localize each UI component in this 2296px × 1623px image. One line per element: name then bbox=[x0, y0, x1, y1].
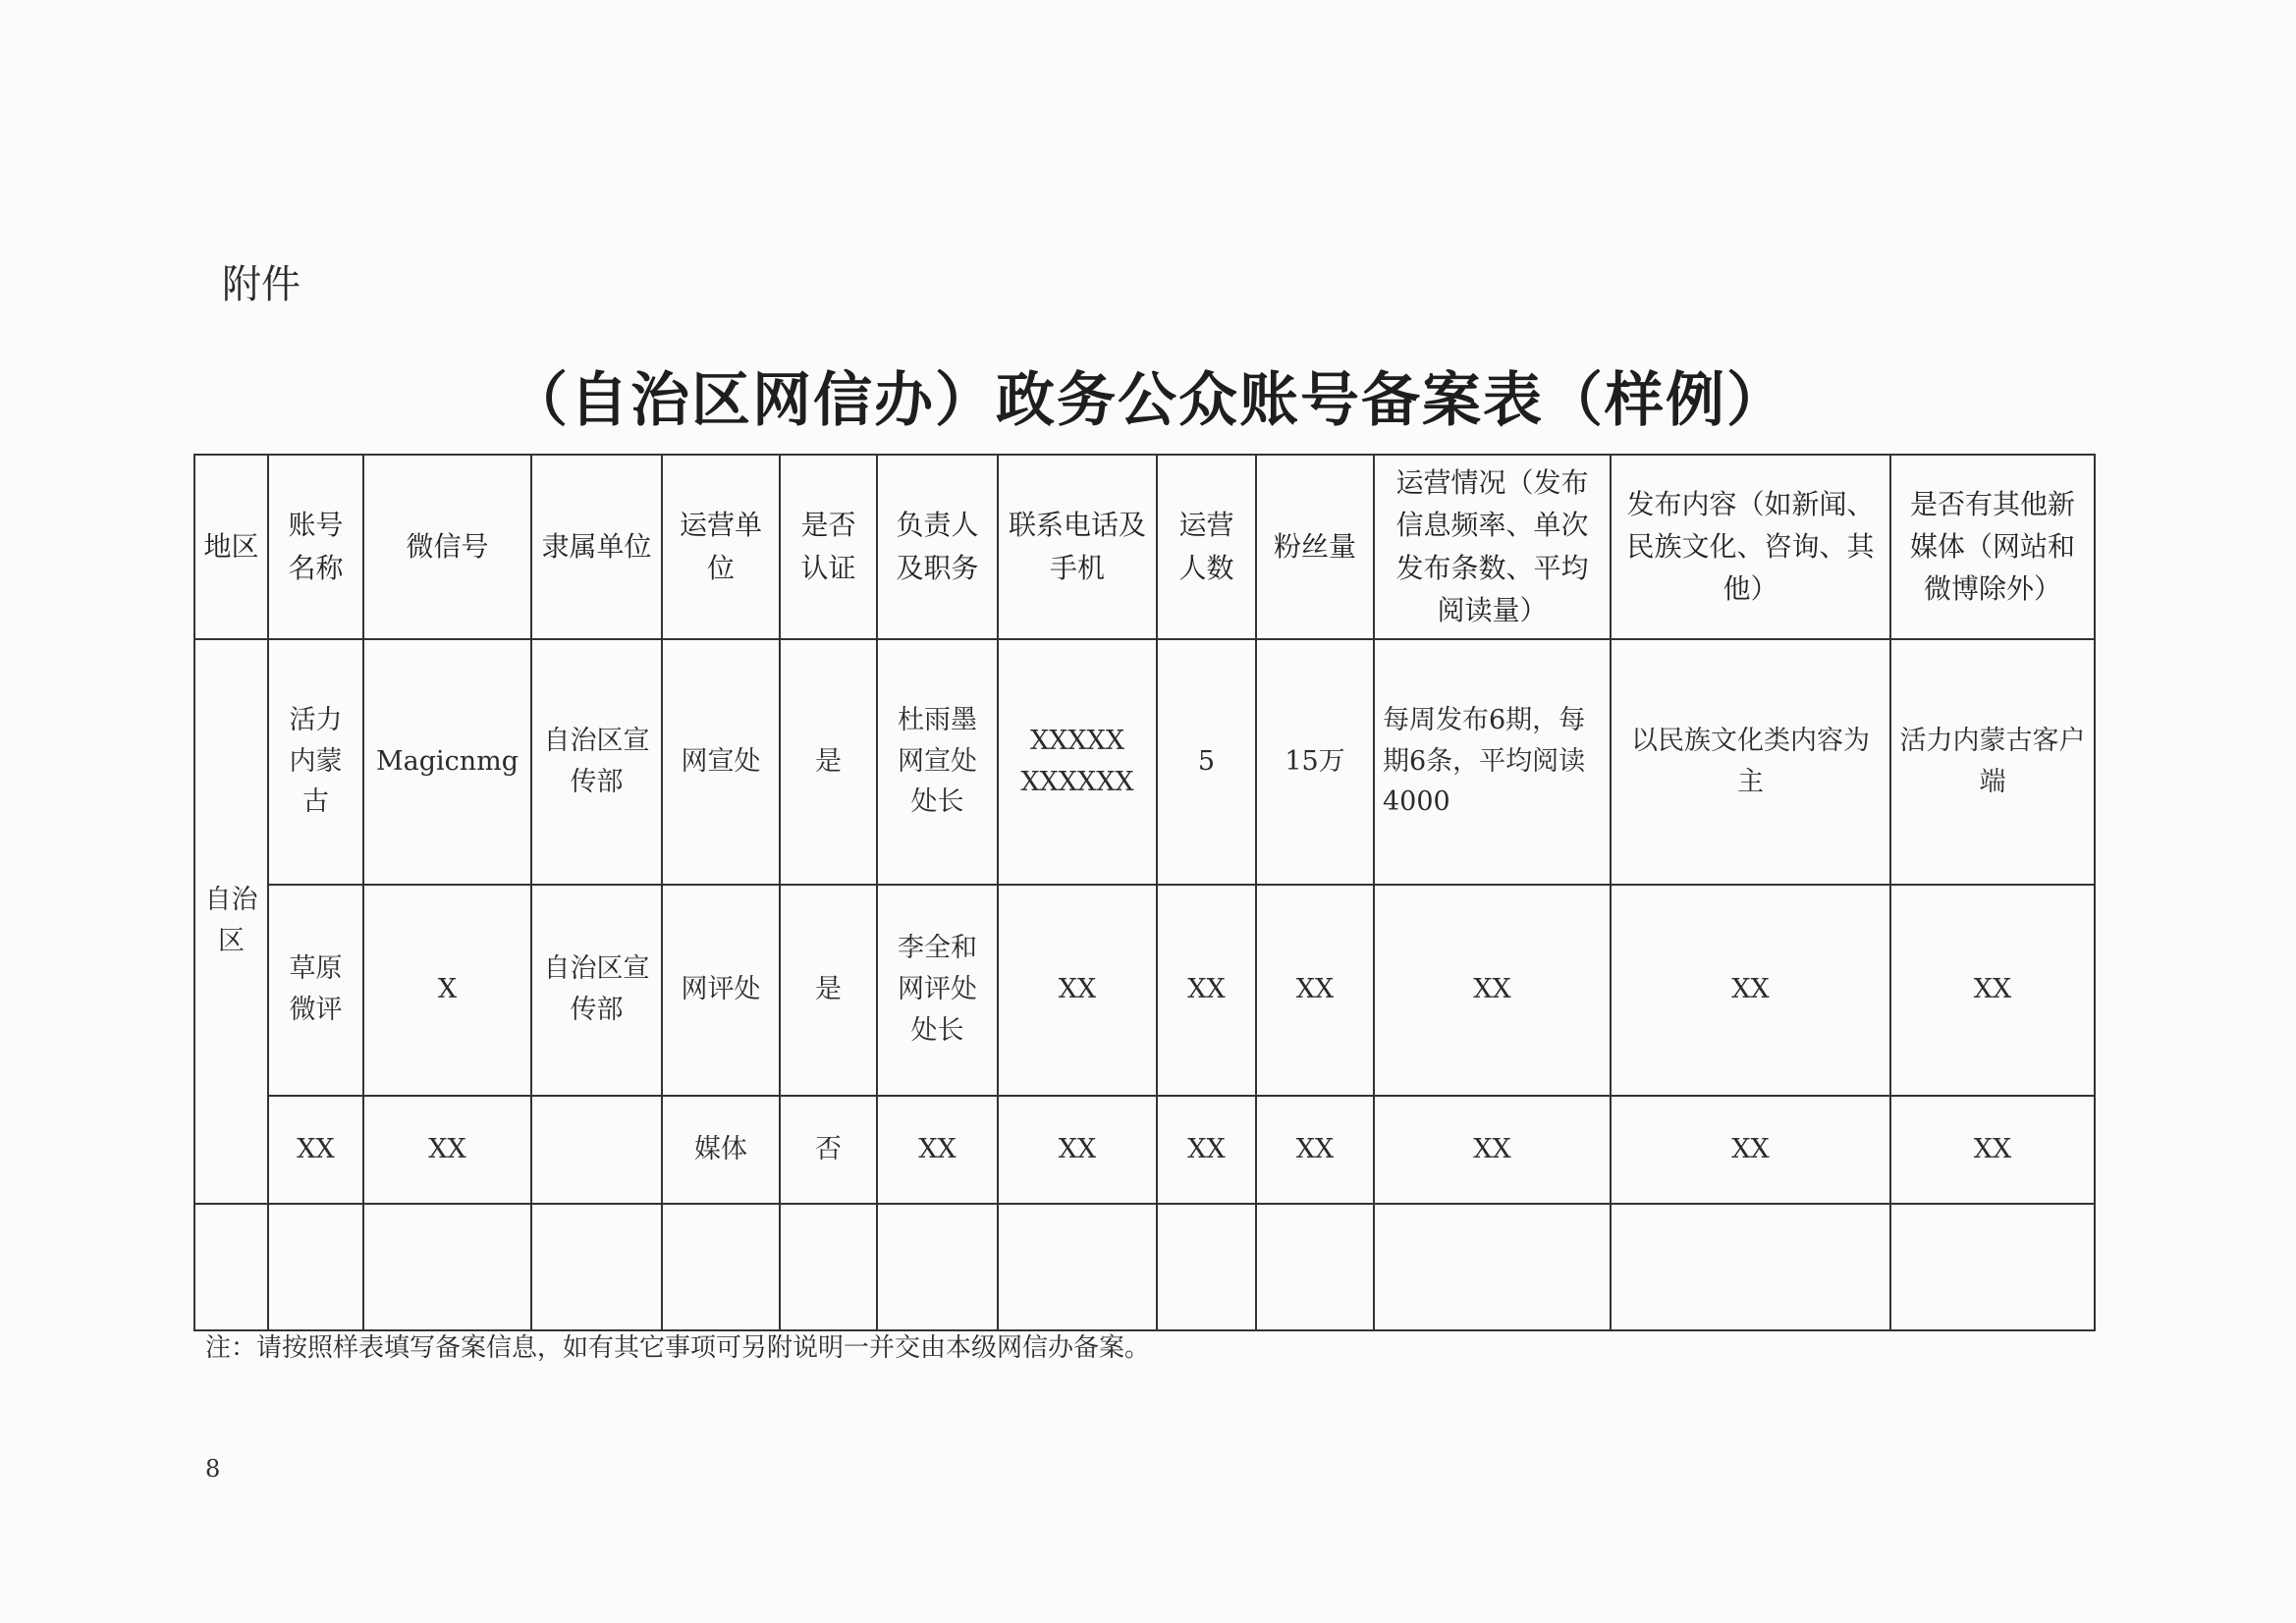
table-cell: X bbox=[363, 885, 531, 1096]
header-cell: 运营情况（发布信息频率、单次发布条数、平均阅读量） bbox=[1374, 455, 1611, 639]
document-title: （自治区网信办）政务公众账号备案表（样例） bbox=[509, 366, 1787, 435]
header-cell: 负责人及职务 bbox=[877, 455, 998, 639]
table-cell: XX bbox=[998, 1096, 1157, 1204]
table-cell: 是 bbox=[780, 639, 877, 885]
table-cell: 媒体 bbox=[662, 1096, 780, 1204]
page-number: 8 bbox=[205, 1455, 221, 1483]
table-cell: XXXXX XXXXXX bbox=[998, 639, 1157, 885]
table-cell: XX bbox=[1890, 1096, 2095, 1204]
table-cell: XX bbox=[1256, 885, 1374, 1096]
table-cell: XX bbox=[363, 1096, 531, 1204]
table-cell: XX bbox=[1256, 1096, 1374, 1204]
table-cell: 自治区宣传部 bbox=[531, 639, 662, 885]
region-cell: 自治区 bbox=[194, 639, 268, 1204]
table-cell: 每周发布6期，每期6条，平均阅读4000 bbox=[1374, 639, 1611, 885]
table-cell: 活力内蒙古客户端 bbox=[1890, 639, 2095, 885]
header-cell: 粉丝量 bbox=[1256, 455, 1374, 639]
table-cell: XX bbox=[998, 885, 1157, 1096]
table-cell: XX bbox=[877, 1096, 998, 1204]
table-cell bbox=[1256, 1204, 1374, 1330]
table-cell: XX bbox=[1374, 885, 1611, 1096]
table-cell bbox=[363, 1204, 531, 1330]
header-cell: 是否有其他新媒体（网站和微博除外） bbox=[1890, 455, 2095, 639]
table-cell: XX bbox=[1611, 1096, 1890, 1204]
table-row bbox=[194, 1096, 2095, 1204]
header-cell: 运营人数 bbox=[1157, 455, 1256, 639]
table-cell bbox=[194, 1204, 268, 1330]
header-cell: 隶属单位 bbox=[531, 455, 662, 639]
table-cell: 杜雨墨网宣处处长 bbox=[877, 639, 998, 885]
table-cell: 否 bbox=[780, 1096, 877, 1204]
table-cell: XX bbox=[1157, 885, 1256, 1096]
table-row-empty bbox=[194, 1204, 2095, 1330]
table-row bbox=[194, 639, 2095, 885]
table-cell bbox=[1611, 1204, 1890, 1330]
table-cell: 网评处 bbox=[662, 885, 780, 1096]
table-cell: 网宣处 bbox=[662, 639, 780, 885]
header-cell: 运营单位 bbox=[662, 455, 780, 639]
table-cell: 自治区宣传部 bbox=[531, 885, 662, 1096]
table-row bbox=[194, 885, 2095, 1096]
table-cell: XX bbox=[268, 1096, 363, 1204]
table-header-row bbox=[194, 455, 2095, 639]
table-cell: XX bbox=[1157, 1096, 1256, 1204]
attachment-label: 附件 bbox=[222, 262, 301, 307]
table-cell bbox=[1157, 1204, 1256, 1330]
table-cell: Magicnmg bbox=[363, 639, 531, 885]
table-cell bbox=[531, 1204, 662, 1330]
table-cell bbox=[268, 1204, 363, 1330]
header-cell: 是否认证 bbox=[780, 455, 877, 639]
table-cell: 15万 bbox=[1256, 639, 1374, 885]
table-cell bbox=[1374, 1204, 1611, 1330]
footnote: 注：请按照样表填写备案信息，如有其它事项可另附说明一并交由本级网信办备案。 bbox=[205, 1333, 1151, 1363]
table-cell: 草原微评 bbox=[268, 885, 363, 1096]
header-cell: 发布内容（如新闻、民族文化、咨询、其他） bbox=[1611, 455, 1890, 639]
table-cell: 以民族文化类内容为主 bbox=[1611, 639, 1890, 885]
table-cell bbox=[531, 1096, 662, 1204]
table-cell bbox=[1890, 1204, 2095, 1330]
table-cell: XX bbox=[1374, 1096, 1611, 1204]
table-cell bbox=[877, 1204, 998, 1330]
header-cell: 联系电话及手机 bbox=[998, 455, 1157, 639]
table-cell: 5 bbox=[1157, 639, 1256, 885]
table-cell: XX bbox=[1890, 885, 2095, 1096]
table-cell: 是 bbox=[780, 885, 877, 1096]
table-cell: 李全和网评处处长 bbox=[877, 885, 998, 1096]
header-cell: 微信号 bbox=[363, 455, 531, 639]
header-cell: 地区 bbox=[194, 455, 268, 639]
table-cell: 活力内蒙古 bbox=[268, 639, 363, 885]
header-cell: 账号名称 bbox=[268, 455, 363, 639]
table-cell bbox=[780, 1204, 877, 1330]
table-cell bbox=[998, 1204, 1157, 1330]
registration-table bbox=[193, 454, 2096, 1331]
table-cell: XX bbox=[1611, 885, 1890, 1096]
table-cell bbox=[662, 1204, 780, 1330]
